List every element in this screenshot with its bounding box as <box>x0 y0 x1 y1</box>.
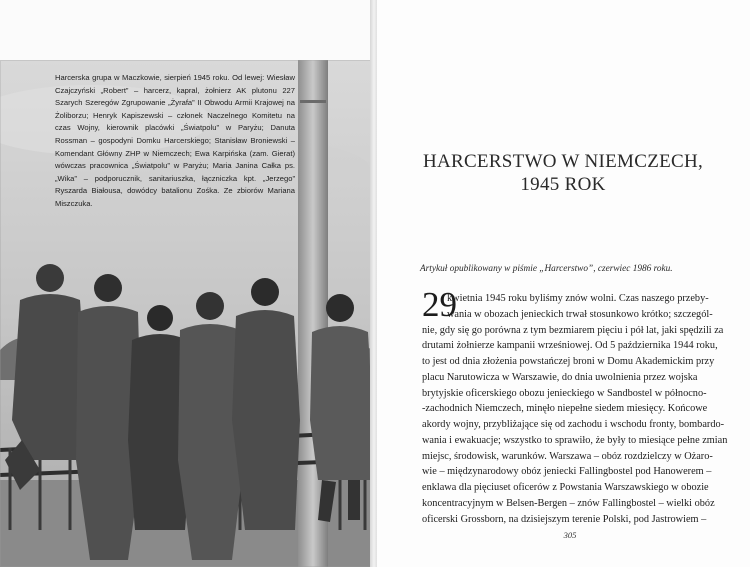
body-line: koncentracyjnym w Belsen-Bergen – znów Fallingbostel – wielki obóz <box>422 497 715 509</box>
drop-cap: 29 <box>422 285 457 324</box>
body-line: nie, gdy się go porówna z tym bezmiarem pięciu i pół lat, jaki spędzili za <box>422 324 724 336</box>
body-text <box>422 291 728 527</box>
left-page <box>0 0 373 567</box>
body-line: -zachodnich Niemczech, minęło niepełne siedem miesięcy. Końcowe <box>422 403 708 415</box>
body-line: akordy wojny, przybliżające się od zachodu i wschodu fronty, bombardo- <box>422 419 725 430</box>
body-line: oficerski Grossborn, na dzisiejszym terenie Polski, pod Jastrowiem – <box>422 513 707 525</box>
chapter-title <box>400 150 726 196</box>
body-line: wania i ewakuacje; wszystko to sprawiło, że były to miesiące pełne zmian <box>422 434 728 446</box>
chapter-title-line-1: HARCERSTWO W NIEMCZECH, <box>422 151 704 172</box>
photo-caption: Harcerska grupa w Maczkowie, sierpień 1945 roku. Od lewej: Wiesław Czajczyński „Robert” – harcerz, kapral, żołnierz AK plutonu 227 Szarych Szeregów Zgrupowanie „Żyrafa” II Obwodu Armii Krajowej na Żoliborzu; Henryk Kapiszewski – członek Naczelnego Komitetu na czas Wojny, kierownik placówki „Światpolu” w Paryżu; Danuta Rossman – gospodyni Domku Harcerskiego; Stanisław Broniewski – Komendant Główny ZHP w Niemczech; Ewa Karpińska (zam. Gierat) wówczas pracownica „Światpolu” w Paryżu; Maria Janina Całka ps. „Wika” – podporucznik, sanitariuszka, łączniczka kpt. „Jerzego” Ryszarda Białousa, dowódcy batalionu Zośka. Ze zbiorów Mariana Miszczuka. <box>55 73 295 208</box>
body-line: to jest od dnia złożenia powstańczej broni w Domu Akademickim przy <box>422 356 715 367</box>
body-line: brytyjskie oficerskiego obozu jenieckiego w Sandbostel w północno- <box>422 387 707 399</box>
chapter-title-line-2: 1945 ROK <box>520 174 606 195</box>
body-line: miejsc, środowisk, warunków. Warszawa – obóz rozdzielczy w Ożaro- <box>422 450 713 462</box>
body-line: kwietnia 1945 roku byliśmy znów wolni. Czas naszego przeby- <box>447 293 709 304</box>
epigraph: Artykuł opublikowany w piśmie „Harcerstwo”, czerwiec 1986 roku. <box>420 264 673 274</box>
body-line: drutami żołnierze kampanii wrześniowej. Od 5 października 1944 roku, <box>422 340 718 352</box>
body-line: enklawa dla pięciuset oficerów z Powstania Warszawskiego w obozie <box>422 482 709 493</box>
body-line: wania w obozach jenieckich trwał stosunkowo krótko; szczegól- <box>447 308 713 320</box>
body-line: placu Narutowicza w Warszawie, do dnia uwolnienia przez wojska <box>422 371 698 383</box>
body-line: wie – międzynarodowy obóz jeniecki Fallingbostel pod Hanowerem – <box>422 466 712 478</box>
page-number: 305 <box>563 530 577 540</box>
